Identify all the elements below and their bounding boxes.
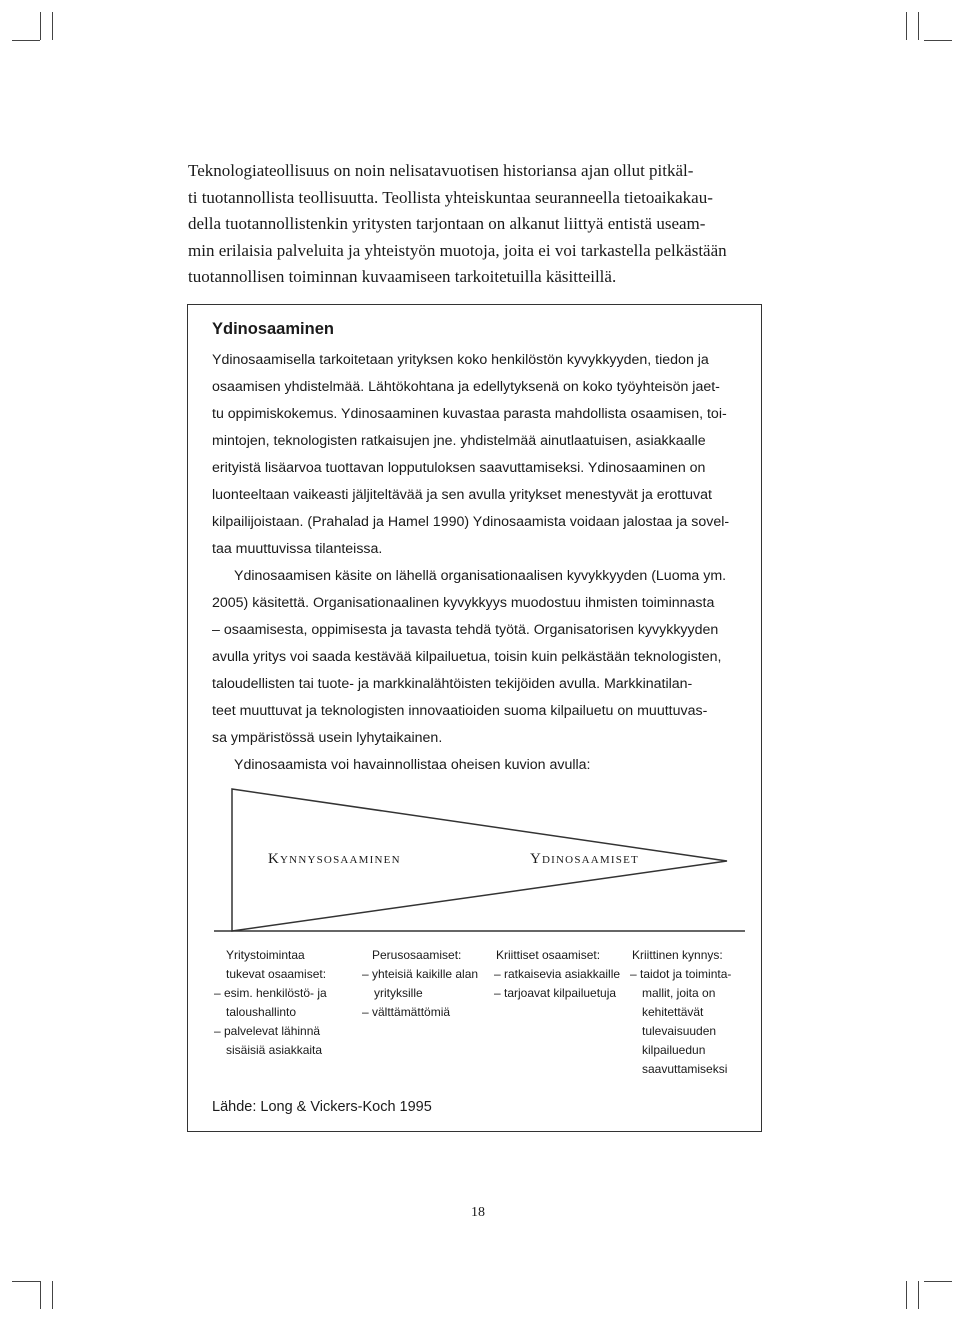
body-line: Ydinosaamisen käsite on lähellä organisationaalisen kyvykkyyden (Luoma ym. xyxy=(234,568,727,584)
label-core-competences: Ydinosaamiset xyxy=(530,851,639,867)
page-number: 18 xyxy=(471,1205,485,1220)
body-line: sa ympäristössä usein lyhytaikainen. xyxy=(212,730,443,746)
intro-line: Teknologiateollisuus on noin nelisatavuotisen historiansa ajan ollut pitkäl- xyxy=(188,161,694,180)
body-line: avulla yritys voi saada kestävää kilpailuetua, toisin kuin pelkästään teknologisten, xyxy=(212,649,722,665)
body-line: mintojen, teknologisten ratkaisujen jne. yhdistelmää ainutlaatuisen, asiakkaalle xyxy=(212,433,706,449)
column-line: Kriittinen kynnys: xyxy=(632,948,723,962)
column-line: – tarjoavat kilpailuetuja xyxy=(494,986,617,1000)
intro-line: della tuotannollistenkin yritysten tarjontaan on alkanut liittyä entistä useam- xyxy=(188,214,706,234)
body-line: taloudellisten tai tuote- ja markkinalähtöisten tekijöiden avulla. Markkinatilan- xyxy=(212,676,693,692)
intro-line: min erilaisia palveluita ja yhteistyön muotoja, joita ei voi tarkastella pelkästään xyxy=(188,240,727,260)
column-critical-competences xyxy=(494,946,620,1003)
body-line: erityistä lisäarvoa tuottavan lopputuloksen saavuttamiseksi. Ydinosaaminen on xyxy=(212,460,706,476)
column-line: kilpailuedun xyxy=(642,1043,706,1057)
column-line: tulevaisuuden xyxy=(642,1024,717,1038)
intro-line: tuotannollisen toiminnan kuvaamiseen tarkoitetuilla käsitteillä. xyxy=(188,267,617,287)
column-line: taloushallinto xyxy=(226,1005,297,1019)
column-support-competences xyxy=(214,946,327,1060)
column-line: Yritystoimintaa xyxy=(226,948,305,962)
column-critical-threshold xyxy=(630,946,731,1079)
body-line: – osaamisesta, oppimisesta ja tavasta tehdä työtä. Organisatorisen kyvykkyyden xyxy=(212,622,719,638)
body-line: tu oppimiskokemus. Ydinosaaminen kuvastaa parasta mahdollista osaamisen, toi- xyxy=(212,406,727,422)
column-line: Perusosaamiset: xyxy=(372,948,462,962)
body-line: teet muuttuvat ja teknologisten innovaatioiden suoma kilpailuetu on muuttuvas- xyxy=(212,703,708,719)
column-line: yrityksille xyxy=(374,986,423,1000)
column-line: – ratkaisevia asiakkaille xyxy=(494,967,621,981)
column-line: – taidot ja toiminta- xyxy=(630,967,732,981)
column-line: saavuttamiseksi xyxy=(642,1062,728,1076)
column-line: – yhteisiä kaikille alan xyxy=(362,967,479,981)
column-line: Kriittiset osaamiset: xyxy=(496,948,601,962)
label-threshold-competence: Kynnysosaaminen xyxy=(268,851,401,867)
body-line: osaamisen yhdistelmää. Lähtökohtana ja edellytyksenä on koko työyhteisön jaet- xyxy=(212,379,720,395)
column-basic-competences xyxy=(362,946,478,1022)
column-line: – välttämättömiä xyxy=(362,1005,451,1019)
body-line: Ydinosaamisella tarkoitetaan yrityksen koko henkilöstön kyvykkyyden, tiedon ja xyxy=(212,352,709,368)
intro-line: ti tuotannollista teollisuutta. Teollista yhteiskuntaa seuranneella tietoaikakau- xyxy=(188,187,713,207)
column-line: – palvelevat lähinnä xyxy=(214,1024,321,1038)
box-title: Ydinosaaminen xyxy=(212,320,334,338)
body-line: Ydinosaamista voi havainnollistaa oheisen kuvion avulla: xyxy=(234,757,591,773)
body-line: kilpailijoistaan. (Prahalad ja Hamel 1990) Ydinosaamista voidaan jalostaa ja sovel- xyxy=(212,514,730,530)
column-line: – esim. henkilöstö- ja xyxy=(214,986,327,1000)
column-line: mallit, joita on xyxy=(642,986,716,1000)
column-line: tukevat osaamiset: xyxy=(226,967,327,981)
body-line: 2005) käsitettä. Organisationaalinen kyvykkyys muodostuu ihmisten toiminnasta xyxy=(212,595,715,611)
source-citation: Lähde: Long & Vickers-Koch 1995 xyxy=(212,1099,432,1115)
body-line: taa muuttuvissa tilanteissa. xyxy=(212,541,383,557)
column-line: sisäisiä asiakkaita xyxy=(226,1043,323,1057)
body-line: luonteeltaan vaikeasti jäljiteltävää ja sen avulla yritykset menestyvät ja erottuvat xyxy=(212,487,712,503)
column-line: kehitettävät xyxy=(642,1005,704,1019)
